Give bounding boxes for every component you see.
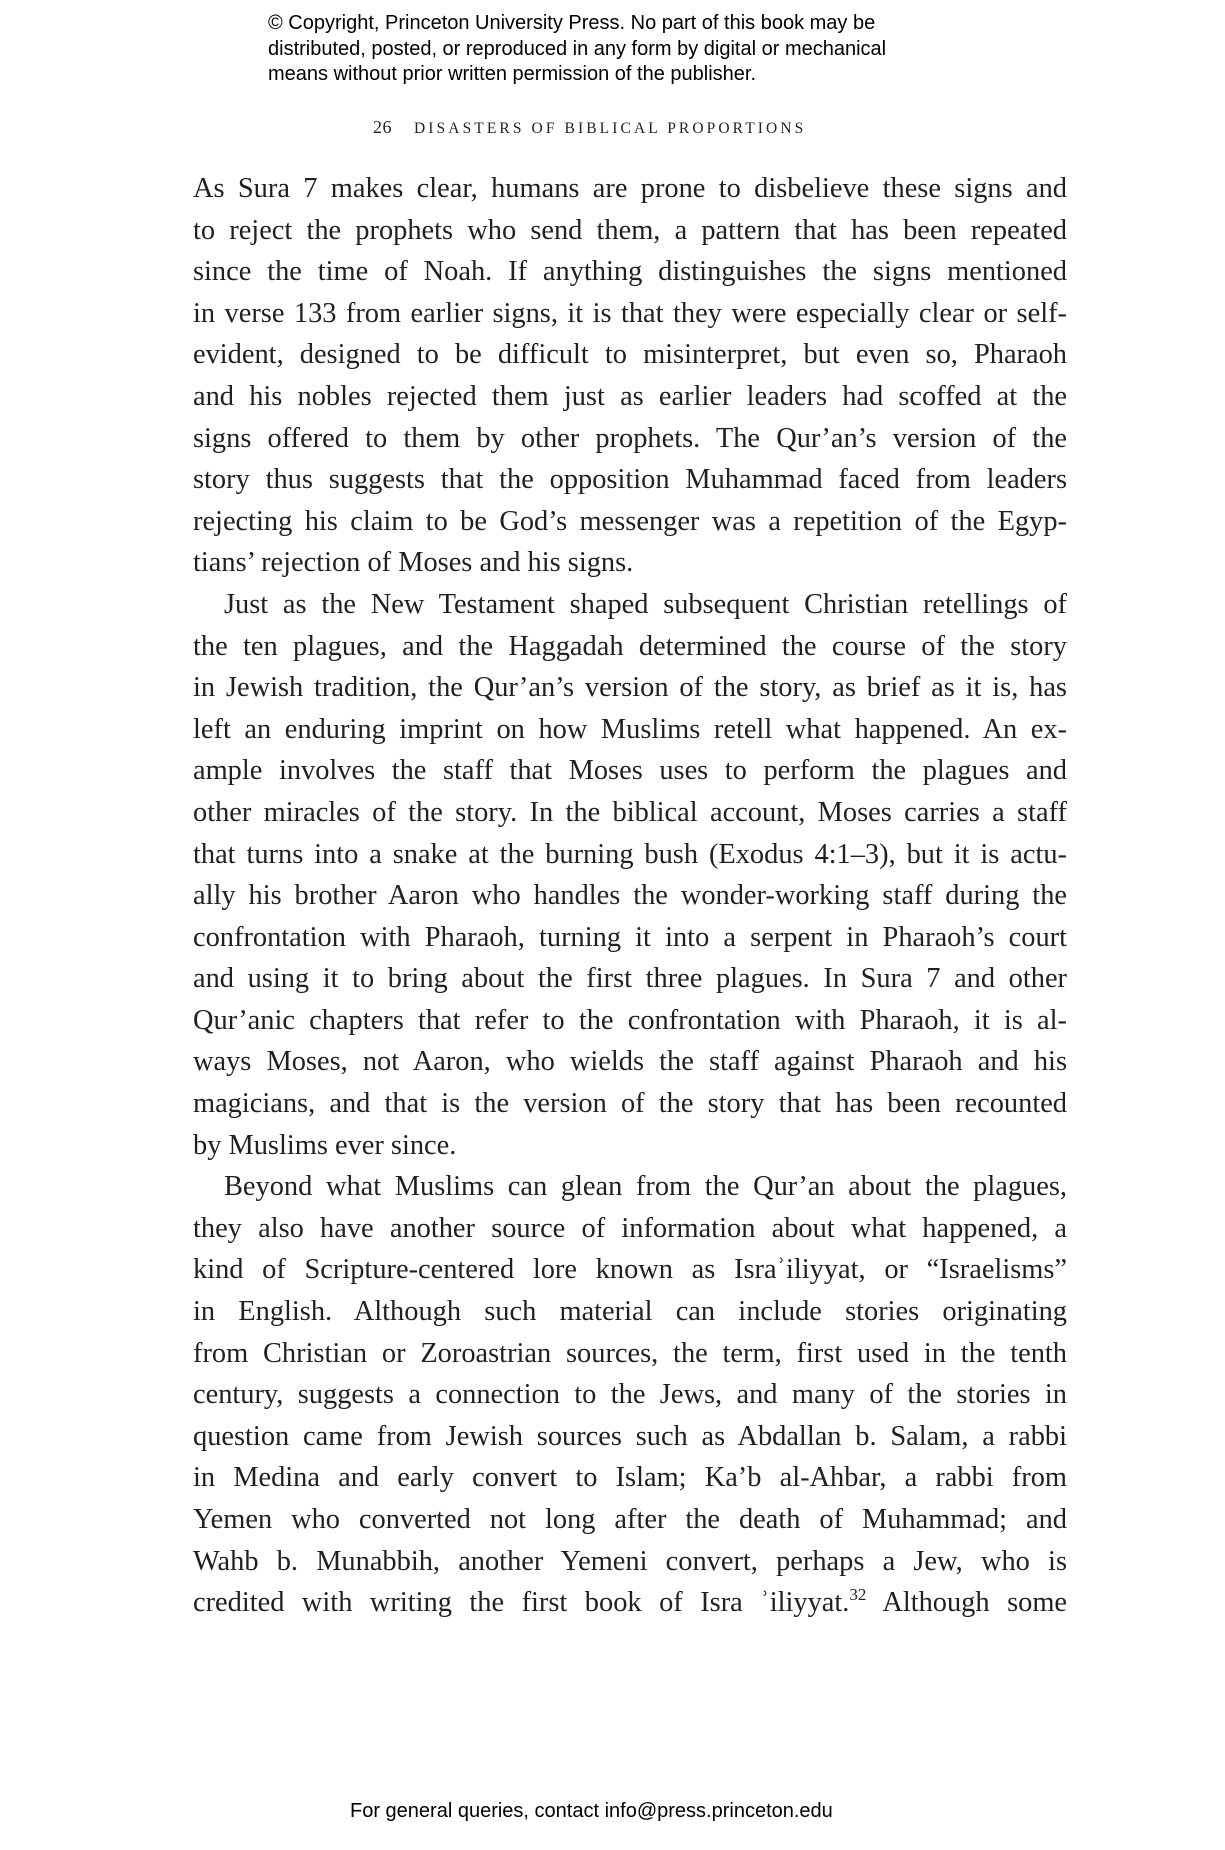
text-line: kind of Scripture-centered lore known as Israʾiliyyat, or “Israelisms”	[193, 1254, 1067, 1286]
text-fragment: Although some	[866, 1587, 1067, 1619]
copyright-line: distributed, posted, or reproduced in any form by digital or mechanical	[268, 37, 887, 60]
text-line: Just as the New Testament shaped subsequent Christian retellings of	[224, 588, 1067, 620]
text-line: ample involves the staff that Moses uses to perform the plagues and	[193, 755, 1067, 787]
text-line: that turns into a snake at the burning bush (Exodus 4:1–3), but it is actu-	[193, 838, 1067, 870]
copyright-line: © Copyright, Princeton University Press. No part of this book may be	[268, 12, 876, 34]
book-title: DISASTERS OF BIBLICAL PROPORTIONS	[414, 120, 807, 137]
running-head	[373, 117, 806, 138]
text-line: to reject the prophets who send them, a pattern that has been repeated	[193, 214, 1067, 246]
text-line: evident, designed to be difficult to misinterpret, but even so, Pharaoh	[193, 339, 1067, 371]
body-text	[193, 168, 1067, 1624]
page-number: 26	[373, 117, 392, 137]
text-line: in Jewish tradition, the Qur’an’s version of the story, as brief as it is, has	[193, 672, 1067, 704]
text-line: Beyond what Muslims can glean from the Qur’an about the plagues,	[224, 1171, 1067, 1203]
paragraph-2	[193, 584, 1067, 1166]
paragraph-3	[193, 1166, 1067, 1624]
text-line: ally his brother Aaron who handles the wonder-working staff during the	[193, 880, 1067, 912]
text-line: rejecting his claim to be God’s messenger was a repetition of the Egyp-	[193, 505, 1067, 537]
text-line: question came from Jewish sources such as Abdallan b. Salam, a rabbi	[193, 1420, 1067, 1452]
text-line: and using it to bring about the first three plagues. In Sura 7 and other	[193, 963, 1067, 995]
text-fragment: credited with writing the first book of Isra ʾiliyyat.	[193, 1587, 850, 1619]
text-line: other miracles of the story. In the biblical account, Moses carries a staff	[193, 796, 1067, 828]
text-line: As Sura 7 makes clear, humans are prone to disbelieve these signs and	[193, 173, 1067, 204]
text-line: magicians, and that is the version of the story that has been recounted	[193, 1088, 1067, 1120]
text-line: in English. Although such material can include stories originating	[193, 1296, 1067, 1328]
text-line: Qur’anic chapters that refer to the confrontation with Pharaoh, it is al-	[193, 1004, 1067, 1036]
text-line: Yemen who converted not long after the death of Muhammad; and	[193, 1504, 1067, 1535]
text-line: signs offered to them by other prophets. The Qur’an’s version of the	[193, 422, 1067, 454]
text-line: story thus suggests that the opposition Muhammad faced from leaders	[193, 464, 1067, 496]
text-line: from Christian or Zoroastrian sources, the term, first used in the tenth	[193, 1337, 1067, 1369]
text-line: in verse 133 from earlier signs, it is that they were especially clear or self-	[193, 297, 1067, 329]
text-line: since the time of Noah. If anything distinguishes the signs mentioned	[193, 256, 1067, 288]
copyright-notice	[268, 11, 988, 88]
text-line: century, suggests a connection to the Jews, and many of the stories in	[193, 1379, 1067, 1411]
text-line: confrontation with Pharaoh, turning it into a serpent in Pharaoh’s court	[193, 921, 1067, 953]
text-line: left an enduring imprint on how Muslims retell what happened. An ex-	[193, 713, 1067, 745]
text-line: and his nobles rejected them just as earlier leaders had scoffed at the	[193, 380, 1067, 412]
paragraph-1	[193, 168, 1067, 584]
copyright-line: means without prior written permission of the publisher.	[268, 63, 757, 85]
text-line: in Medina and early convert to Islam; Ka’b al-Ahbar, a rabbi from	[193, 1462, 1067, 1494]
text-line	[193, 1582, 1067, 1624]
text-line: tians’ rejection of Moses and his signs.	[193, 547, 634, 579]
text-line: they also have another source of information about what happened, a	[193, 1212, 1067, 1244]
text-line: by Muslims ever since.	[193, 1129, 457, 1161]
text-line: ways Moses, not Aaron, who wields the staff against Pharaoh and his	[193, 1046, 1067, 1078]
footer-contact: For general queries, contact info@press.princeton.edu	[350, 1800, 833, 1822]
text-line: Wahb b. Munabbih, another Yemeni convert, perhaps a Jew, who is	[193, 1545, 1067, 1577]
text-line: the ten plagues, and the Haggadah determined the course of the story	[193, 630, 1067, 662]
footnote-marker[interactable]: 32	[849, 1585, 867, 1605]
